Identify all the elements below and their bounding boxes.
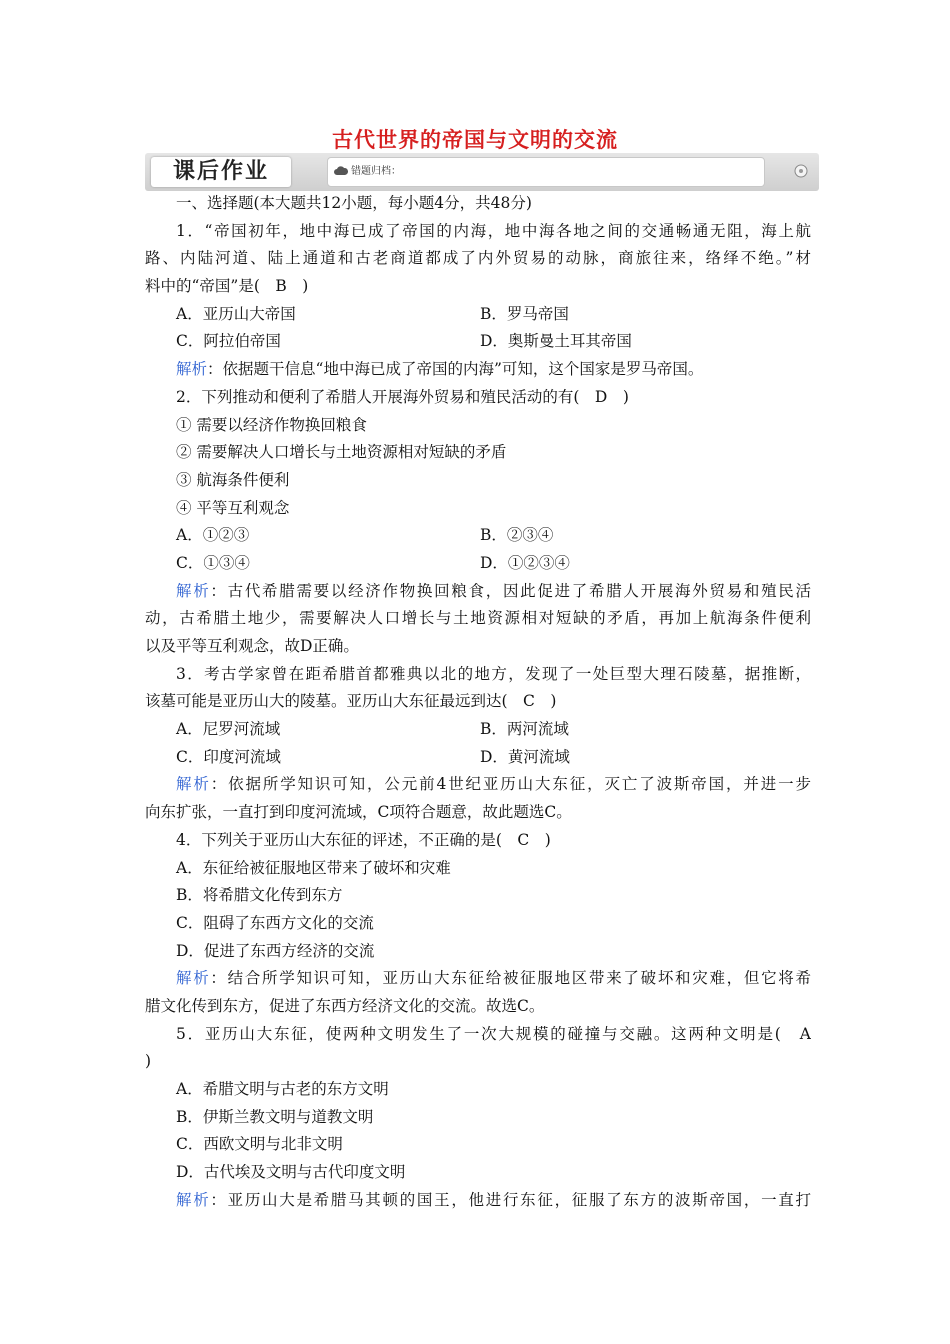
question-4-stem: 4．下列关于亚历山大东征的评述，不正确的是( C ) — [176, 830, 551, 849]
option-a: A．①②③ — [176, 526, 250, 545]
option-c: C．①③④ — [176, 553, 250, 572]
analysis-label: 解析 — [176, 1190, 211, 1209]
analysis-label: 解析 — [176, 360, 208, 379]
analysis-text: ：结合所学知识可知，亚历山大东征给被征服地区带来了破坏和灾难，但它将希 — [210, 969, 811, 988]
question-2-analysis — [145, 578, 811, 606]
option-c: C．阿拉伯帝国 — [176, 332, 281, 351]
question-1-analysis — [145, 356, 811, 384]
option-c: C．印度河流域 — [176, 747, 281, 766]
analysis-label: 解析 — [176, 581, 211, 600]
error-archive-label: 错题归档： — [351, 166, 401, 177]
question-3-analysis — [145, 771, 811, 799]
question-4-analysis: 腊文化传到东方，促进了东西方经济文化的交流。故选C。 — [145, 996, 545, 1015]
question-3-options — [145, 716, 811, 744]
option-d: D．①②③④ — [480, 553, 570, 572]
option-d: D．古代埃及文明与古代印度文明 — [176, 1163, 406, 1182]
question-3-stem: 该墓可能是亚历山大的陵墓。亚历山大东征最远到达( C ) — [145, 692, 557, 711]
cloud-icon — [334, 166, 348, 176]
question-5-stem: ) — [145, 1052, 152, 1071]
question-2-options — [145, 550, 811, 578]
option-c: C．阻碍了东西方文化的交流 — [176, 913, 374, 932]
section-heading: 一、选择题(本大题共12小题，每小题4分，共48分) — [176, 194, 532, 212]
banner-label: 课后作业 — [151, 157, 291, 187]
question-2-item: ④ 平等互利观念 — [176, 498, 290, 517]
question-3-options — [145, 744, 811, 772]
analysis-text: ：依据题干信息“地中海已成了帝国的内海”可知，这个国家是罗马帝国。 — [207, 360, 704, 379]
page-title: 古代世界的帝国与文明的交流 — [332, 128, 618, 152]
question-2-analysis: 动，古希腊土地少，需要解决人口增长与土地资源相对短缺的矛盾，再加上航海条件便利 — [145, 609, 811, 628]
settings-icon[interactable] — [793, 163, 809, 183]
option-b: B．②③④ — [480, 526, 554, 545]
homework-banner — [145, 153, 819, 191]
question-1-stem: 路、内陆河道、陆上通道和古老商道都成了内外贸易的动脉，商旅往来，络绎不绝。”材 — [145, 249, 811, 268]
option-a: A．东征给被征服地区带来了破坏和灾难 — [176, 858, 451, 877]
question-1-stem: 1．“帝国初年，地中海已成了帝国的内海，地中海各地之间的交通畅通无阻，海上航 — [176, 221, 811, 240]
option-b: B．罗马帝国 — [480, 304, 569, 323]
error-archive-tag — [334, 162, 401, 177]
question-2-stem: 2．下列推动和便利了希腊人开展海外贸易和殖民活动的有( D ) — [176, 387, 629, 406]
option-b: B．两河流域 — [480, 720, 569, 739]
question-3-stem: 3．考古学家曾在距希腊首都雅典以北的地方，发现了一处巨型大理石陵墓，据推断， — [176, 664, 811, 683]
analysis-label: 解析 — [176, 775, 211, 794]
option-d: D．奥斯曼土耳其帝国 — [480, 332, 632, 351]
option-b: B．将希腊文化传到东方 — [176, 886, 343, 905]
question-5-analysis — [145, 1187, 811, 1215]
analysis-label: 解析 — [176, 969, 211, 988]
question-2-options — [145, 522, 811, 550]
analysis-text: ：依据所学知识可知，公元前4世纪亚历山大东征，灭亡了波斯帝国，并进一步 — [210, 775, 811, 794]
question-2-item: ② 需要解决人口增长与土地资源相对短缺的矛盾 — [176, 443, 507, 462]
document-body — [145, 190, 811, 1214]
option-b: B．伊斯兰教文明与道教文明 — [176, 1107, 374, 1126]
analysis-text: ：亚历山大是希腊马其顿的国王，他进行东征，征服了东方的波斯帝国，一直打 — [210, 1190, 811, 1209]
question-4-analysis — [145, 965, 811, 993]
error-archive-box[interactable] — [327, 157, 765, 187]
question-2-analysis: 以及平等互利观念，故D正确。 — [145, 637, 359, 655]
question-2-item: ① 需要以经济作物换回粮食 — [176, 415, 367, 434]
question-1-options — [145, 328, 811, 356]
option-a: A．亚历山大帝国 — [176, 304, 296, 323]
option-a: A．希腊文明与古老的东方文明 — [176, 1080, 389, 1098]
question-3-analysis: 向东扩张，一直打到印度河流域，C项符合题意，故此题选C。 — [145, 803, 572, 822]
question-5-stem: 5．亚历山大东征，使两种文明发生了一次大规模的碰撞与交融。这两种文明是( A — [176, 1024, 811, 1043]
option-d: D．促进了东西方经济的交流 — [176, 941, 375, 960]
question-2-item: ③ 航海条件便利 — [176, 470, 290, 489]
option-a: A．尼罗河流域 — [176, 720, 281, 739]
question-1-options — [145, 301, 811, 329]
option-d: D．黄河流域 — [480, 747, 570, 766]
analysis-text: ：古代希腊需要以经济作物换回粮食，因此促进了希腊人开展海外贸易和殖民活 — [210, 581, 811, 600]
question-1-stem: 料中的“帝国”是( B ) — [145, 277, 309, 296]
option-c: C．西欧文明与北非文明 — [176, 1135, 343, 1154]
